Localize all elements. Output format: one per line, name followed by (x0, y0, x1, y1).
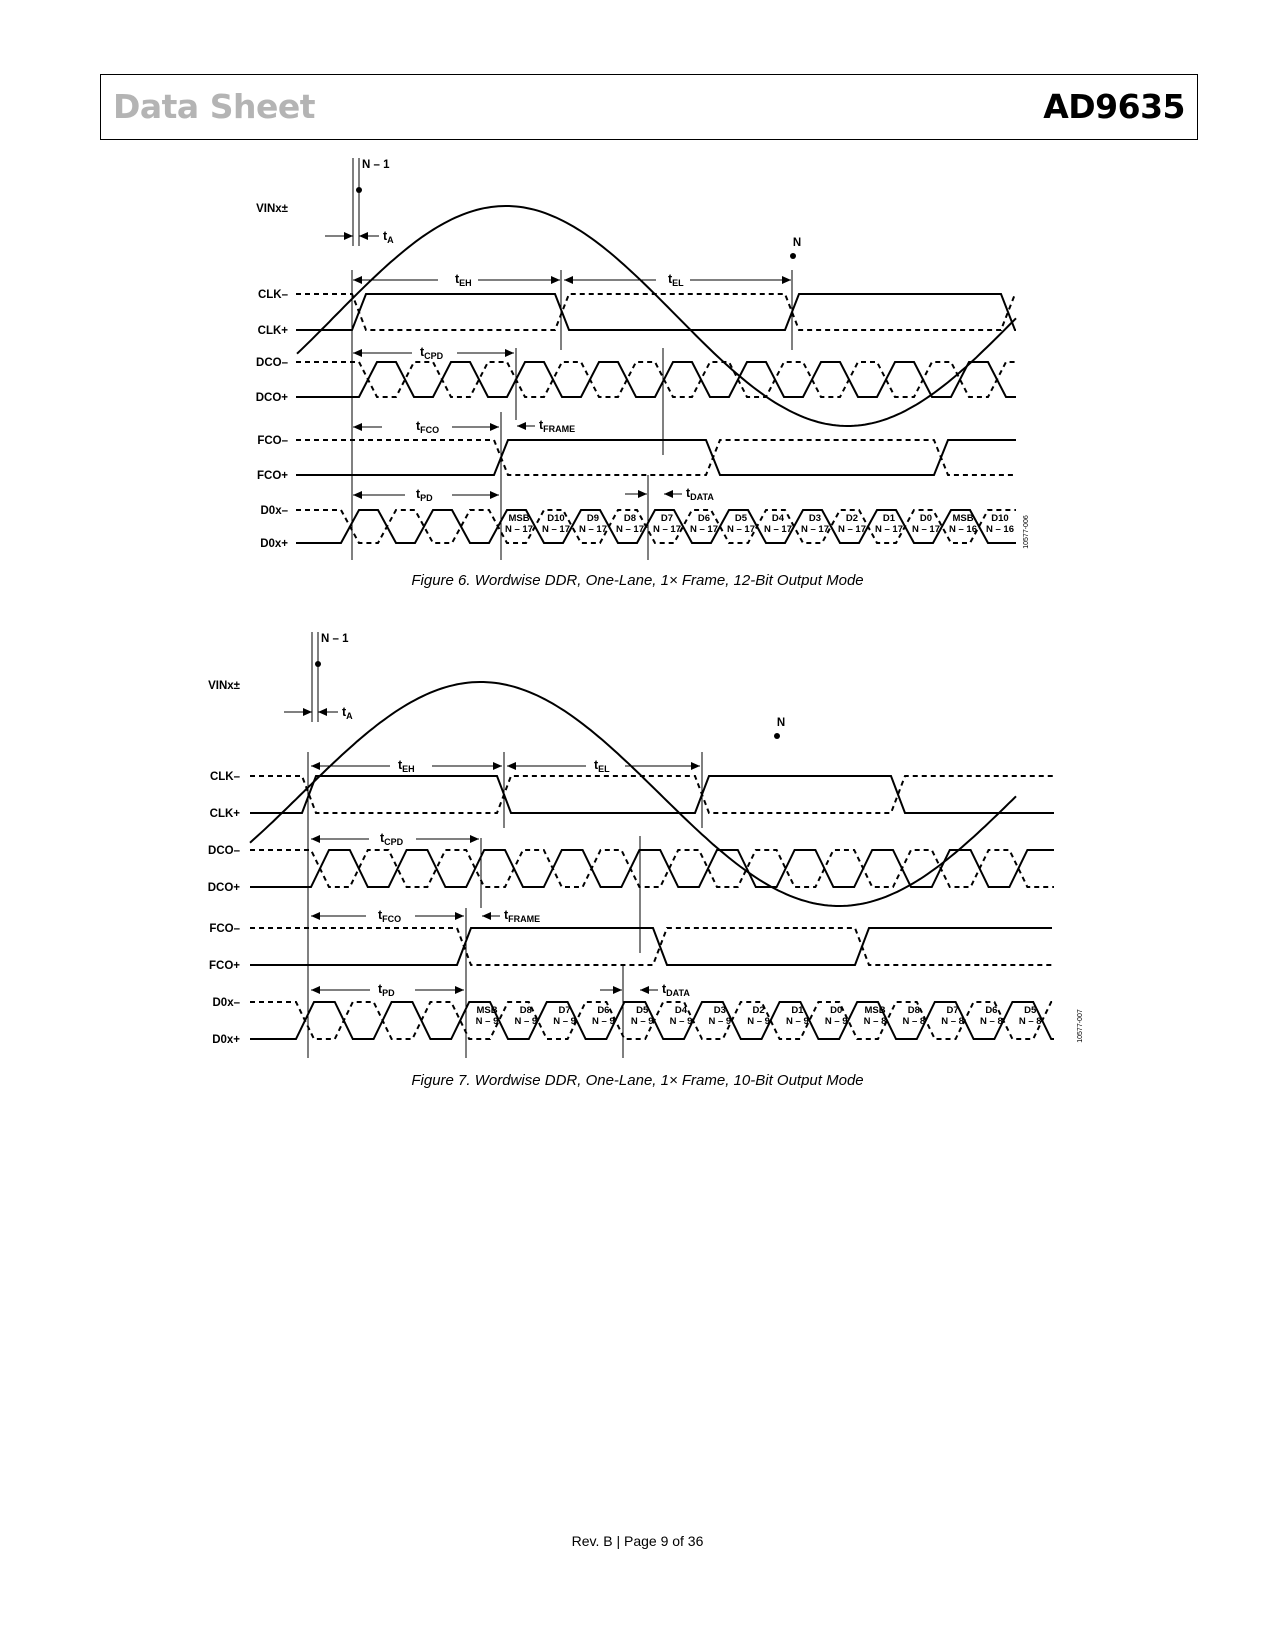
figure-6-caption: Figure 6. Wordwise DDR, One-Lane, 1× Frame, 12-Bit Output Mode (411, 572, 864, 589)
page-footer: Rev. B | Page 9 of 36 (571, 1533, 704, 1549)
tframe-label: $t_{FRAME}$ (504, 908, 541, 924)
tel-arrow-right (782, 276, 791, 284)
vin-sine-wave (250, 682, 1016, 906)
tdata-arrow-left (638, 490, 647, 498)
clk-pos-trace (296, 294, 1016, 330)
ta-arrow-left (344, 232, 353, 240)
ta-arrow-left (303, 708, 312, 716)
data-bit-label: D6 (985, 1005, 998, 1016)
data-bit-label: D4 (674, 1005, 688, 1016)
data-bit-sample-label: N – 8 (980, 1016, 1003, 1027)
signal-label-clk-pos: CLK+ (209, 808, 240, 820)
data-bit-label: D1 (882, 513, 896, 524)
data-bit-label: MSB (952, 513, 974, 524)
figure-7-caption: Figure 7. Wordwise DDR, One-Lane, 1× Frame, 10-Bit Output Mode (411, 1072, 864, 1089)
signal-label-dco-pos: DCO+ (255, 392, 288, 404)
tcpd-arrow-left (353, 349, 362, 357)
timing-diagram-figure-7 (0, 628, 1275, 1058)
tel-arrow-right (691, 762, 700, 770)
sample-point-n (774, 733, 780, 739)
data-bit-sample-label: N – 9 (708, 1016, 732, 1027)
figure-id-tag: 10577-007 (1077, 1009, 1084, 1043)
teh-arrow-right (551, 276, 560, 284)
figure-id-tag: 10577-006 (1023, 515, 1030, 549)
vin-label: VINx± (256, 203, 288, 215)
tdata-label: $t_{DATA}$ (662, 982, 690, 998)
fco-neg-trace (296, 440, 1016, 475)
data-bit-sample-label: N – 9 (824, 1016, 848, 1027)
timing-diagram-figure-6 (0, 150, 1275, 570)
tpd-arrow-left (311, 986, 320, 994)
signal-label-clk-pos: CLK+ (257, 325, 288, 337)
sample-label-n: N (792, 237, 802, 249)
tframe-arrow (482, 912, 491, 920)
ta-arrow-right (359, 232, 368, 240)
tcpd-label: $t_{CPD}$ (380, 831, 404, 847)
data-bit-sample-label: N – 17 (542, 524, 570, 535)
page-header (100, 74, 1198, 140)
data-bit-label: D5 (734, 513, 748, 524)
data-bit-label: D7 (660, 513, 674, 524)
signal-label-clk-neg: CLK– (257, 289, 288, 301)
signal-label-dco-neg: DCO– (256, 357, 288, 369)
data-bit-sample-label: N – 17 (838, 524, 866, 535)
data-bit-sample-label: N – 17 (912, 524, 940, 535)
tfco-arrow-right (455, 912, 464, 920)
teh-label: $t_{EH}$ (398, 758, 415, 774)
sample-label-n: N (776, 717, 786, 729)
sample-label-n-minus-1: N – 1 (321, 633, 349, 645)
data-bit-sample-label: N – 8 (902, 1016, 926, 1027)
signal-label-d0-neg: D0x– (260, 505, 288, 517)
data-bit-label: D2 (845, 513, 859, 524)
ta-label: $t_A$ (383, 229, 394, 245)
tfco-label: $t_{FCO}$ (416, 419, 440, 435)
clk-pos-trace (250, 776, 1054, 813)
ta-arrow-right (318, 708, 327, 716)
data-bit-sample-label: N – 17 (579, 524, 607, 535)
tdata-arrow-right (664, 490, 673, 498)
data-bit-sample-label: N – 17 (505, 524, 533, 535)
data-bit-label: D5 (1024, 1005, 1037, 1016)
signal-label-fco-pos: FCO+ (257, 470, 288, 482)
tframe-label: $t_{FRAME}$ (539, 418, 576, 434)
tdata-arrow-right (640, 986, 649, 994)
teh-arrow-left (353, 276, 362, 284)
tfco-arrow-left (311, 912, 320, 920)
data-bit-label: D8 (519, 1005, 532, 1016)
clk-neg-trace (250, 776, 1054, 813)
tfco-arrow-left (353, 423, 362, 431)
data-bit-sample-label: N – 9 (669, 1016, 693, 1027)
data-bit-label: D2 (752, 1005, 765, 1016)
fco-pos-trace (296, 440, 1016, 475)
data-bit-sample-label: N – 9 (786, 1016, 809, 1027)
data-bit-sample-label: N – 17 (801, 524, 829, 535)
data-bit-label: D0 (830, 1005, 843, 1016)
tcpd-arrow-right (470, 835, 479, 843)
teh-arrow-left (311, 762, 320, 770)
dco-pos-trace (296, 362, 1016, 397)
data-bit-label: D8 (623, 513, 637, 524)
data-bit-sample-label: N – 16 (986, 524, 1014, 535)
tel-label: $t_{EL}$ (594, 758, 610, 774)
data-bit-label: MSB (864, 1005, 886, 1016)
data-bit-label: D6 (597, 1005, 610, 1016)
data-bit-label: D3 (808, 513, 822, 524)
teh-label: $t_{EH}$ (455, 272, 472, 288)
data-bit-sample-label: N – 9 (747, 1016, 770, 1027)
signal-label-d0-pos: D0x+ (212, 1034, 240, 1046)
data-bit-label: D4 (771, 513, 785, 524)
teh-arrow-right (493, 762, 502, 770)
data-bit-sample-label: N – 9 (514, 1016, 538, 1027)
tcpd-arrow-left (311, 835, 320, 843)
ta-label: $t_A$ (342, 705, 353, 721)
signal-label-dco-pos: DCO+ (207, 882, 240, 894)
tdata-arrow-left (613, 986, 622, 994)
data-bit-label: D5 (636, 1005, 649, 1016)
tel-arrow-left (564, 276, 573, 284)
tpd-label: $t_{PD}$ (378, 982, 395, 998)
tpd-arrow-right (455, 986, 464, 994)
tfco-arrow-right (490, 423, 499, 431)
data-bit-label: D3 (713, 1005, 726, 1016)
tel-arrow-left (507, 762, 516, 770)
tpd-label: $t_{PD}$ (416, 487, 433, 503)
data-bit-sample-label: N – 17 (875, 524, 903, 535)
data-bit-sample-label: N – 8 (941, 1016, 964, 1027)
tfco-label: $t_{FCO}$ (378, 908, 402, 924)
signal-label-clk-neg: CLK– (209, 771, 240, 783)
data-bit-label: D8 (907, 1005, 920, 1016)
tframe-arrow (517, 422, 526, 430)
data-bit-label: D10 (991, 513, 1009, 524)
signal-label-fco-neg: FCO– (209, 923, 240, 935)
signal-label-dco-neg: DCO– (208, 845, 240, 857)
data-bit-sample-label: N – 17 (690, 524, 718, 535)
signal-label-d0-neg: D0x– (212, 997, 240, 1009)
data-bit-label: D6 (697, 513, 711, 524)
data-bit-label: D1 (791, 1005, 804, 1016)
data-bit-label: D7 (558, 1005, 571, 1016)
header-doc-type: Data Sheet (113, 87, 315, 126)
sample-point-n (790, 253, 796, 259)
tcpd-arrow-right (505, 349, 514, 357)
signal-label-fco-neg: FCO– (257, 435, 288, 447)
data-bit-label: D10 (547, 513, 565, 524)
vin-label: VINx± (208, 680, 240, 692)
data-bit-sample-label: N – 17 (653, 524, 681, 535)
fco-pos-trace (250, 928, 1052, 965)
data-bit-label: MSB (508, 513, 530, 524)
tdata-label: $t_{DATA}$ (686, 486, 714, 502)
sample-label-n-minus-1: N – 1 (362, 159, 390, 171)
data-bit-sample-label: N – 17 (616, 524, 644, 535)
tel-label: $t_{EL}$ (668, 272, 684, 288)
data-bit-sample-label: N – 9 (475, 1016, 499, 1027)
data-bit-sample-label: N – 9 (553, 1016, 576, 1027)
data-bit-label: D0 (919, 513, 933, 524)
data-bit-sample-label: N – 8 (863, 1016, 887, 1027)
data-bit-sample-label: N – 9 (630, 1016, 654, 1027)
data-bit-label: D9 (586, 513, 600, 524)
data-bit-sample-label: N – 17 (727, 524, 755, 535)
tpd-arrow-left (353, 491, 362, 499)
data-bit-sample-label: N – 9 (592, 1016, 615, 1027)
data-bit-sample-label: N – 8 (1018, 1016, 1042, 1027)
data-bit-sample-label: N – 17 (764, 524, 792, 535)
data-bit-label: MSB (476, 1005, 498, 1016)
signal-label-d0-pos: D0x+ (260, 538, 288, 550)
tpd-arrow-right (490, 491, 499, 499)
data-bit-label: D7 (946, 1005, 959, 1016)
fco-neg-trace (250, 928, 1052, 965)
header-part-number: AD9635 (1043, 87, 1185, 126)
clk-neg-trace (296, 294, 1016, 330)
data-bit-sample-label: N – 16 (949, 524, 977, 535)
signal-label-fco-pos: FCO+ (209, 960, 240, 972)
tcpd-label: $t_{CPD}$ (420, 345, 444, 361)
